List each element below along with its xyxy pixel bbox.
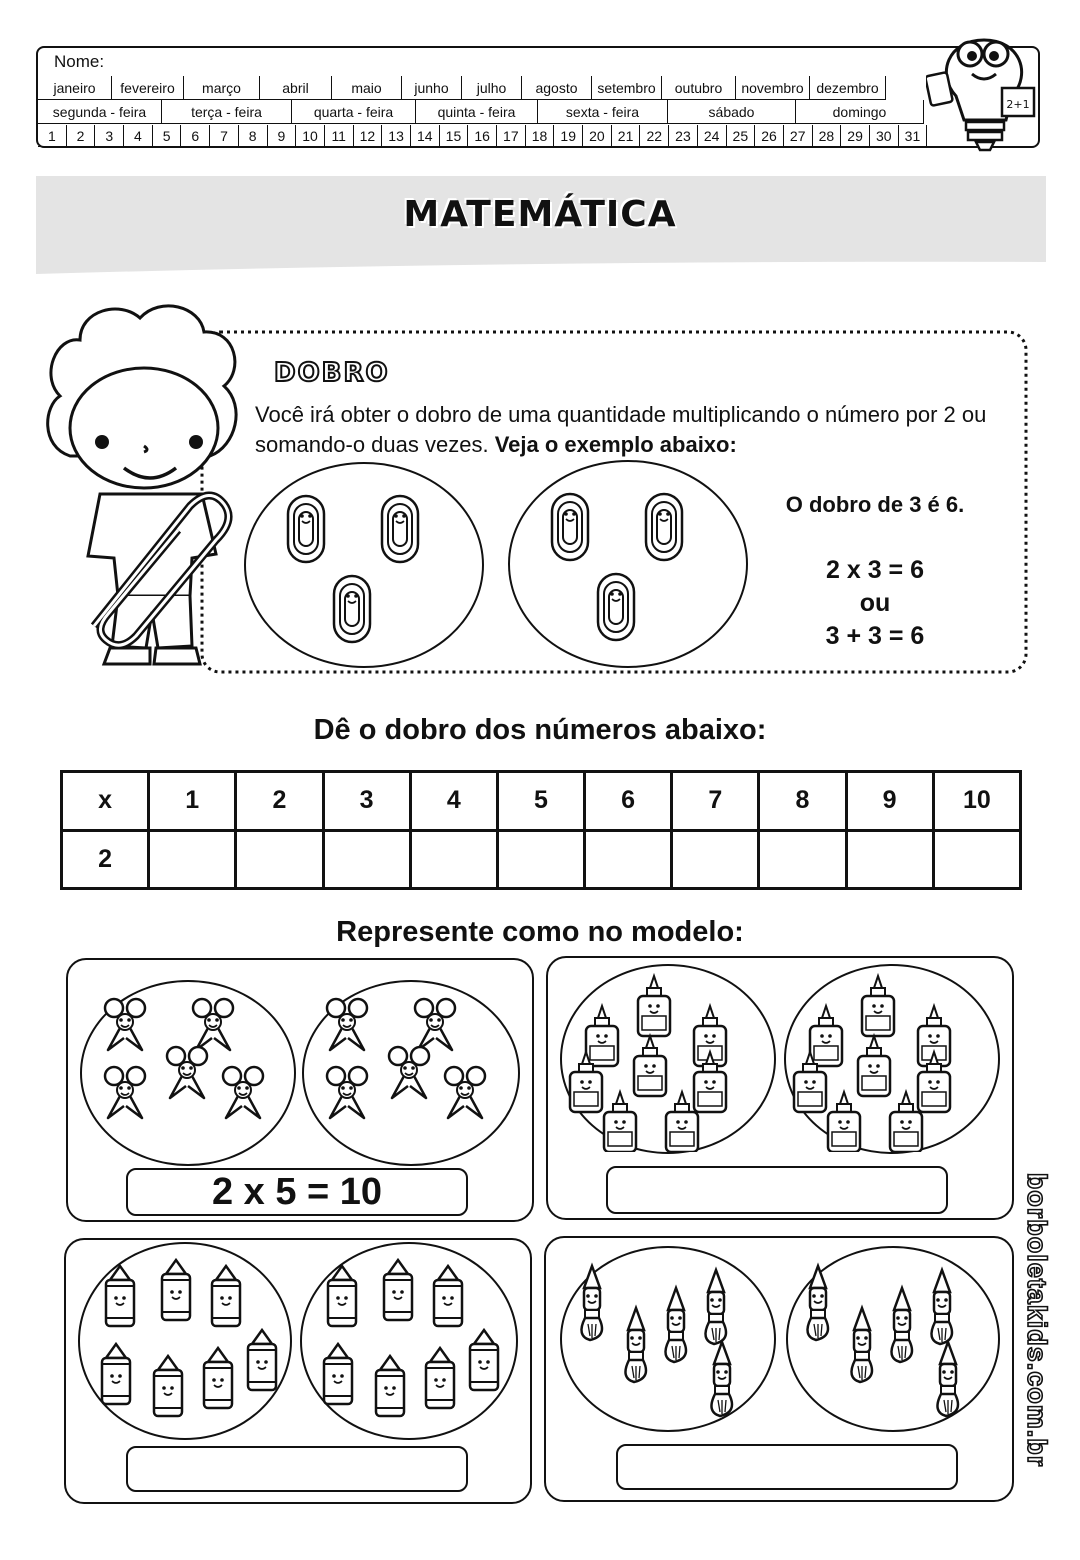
crayon-icon <box>212 1266 240 1326</box>
months-row <box>38 76 886 100</box>
doubling-table <box>60 770 1022 890</box>
table-row <box>62 830 1021 889</box>
answer-box-scissors[interactable]: 2 x 5 = 10 <box>126 1168 468 1216</box>
days-cell: 24 <box>698 125 727 147</box>
table-header-cell: x <box>62 772 149 831</box>
brush-group-2 <box>788 1248 998 1430</box>
example-answer <box>750 492 1000 653</box>
table-row <box>62 772 1021 831</box>
months-cell: outubro <box>662 76 736 100</box>
table-header-cell: 7 <box>672 772 759 831</box>
days-cell: 26 <box>755 125 784 147</box>
days-cell: 31 <box>899 125 928 147</box>
weekdays-cell: sábado <box>668 100 796 124</box>
paintbrush-icon <box>581 1266 602 1340</box>
days-cell: 27 <box>784 125 813 147</box>
months-cell: novembro <box>736 76 810 100</box>
paintbrush-icon <box>937 1342 958 1416</box>
weekdays-cell: sexta - feira <box>538 100 668 124</box>
example-addition: 3 + 3 = 6 <box>825 622 925 650</box>
months-cell: dezembro <box>810 76 886 100</box>
scissors-group-2 <box>304 982 518 1164</box>
days-cell: 14 <box>411 125 440 147</box>
days-cell: 11 <box>325 125 354 147</box>
table-header-cell: 9 <box>846 772 933 831</box>
glue-bottle-icon <box>858 1036 890 1096</box>
scissors-icon <box>389 1047 429 1098</box>
crayon-icon <box>324 1344 352 1404</box>
table-heading: Dê o dobro dos números abaixo: <box>313 714 767 746</box>
months-cell: março <box>184 76 260 100</box>
scissors-icon <box>327 1067 367 1118</box>
answer-box-glue[interactable] <box>606 1166 948 1214</box>
glue-group-2 <box>786 966 998 1152</box>
table-answer-cell[interactable] <box>846 830 933 889</box>
represent-heading: Represente como no modelo: <box>336 916 744 948</box>
crayon-icon <box>204 1348 232 1408</box>
site-watermark <box>1017 1130 1057 1510</box>
table-header-cell: 4 <box>410 772 497 831</box>
example-statement: O dobro de 3 é 6. <box>785 492 965 517</box>
scissors-icon <box>415 999 455 1050</box>
weekdays-cell: terça - feira <box>162 100 292 124</box>
paintbrush-icon <box>931 1270 952 1344</box>
days-cell: 10 <box>296 125 325 147</box>
crayon-icon <box>102 1344 130 1404</box>
glue-bottle-icon <box>586 1006 618 1066</box>
scissors-icon <box>327 999 367 1050</box>
paperclip-icon <box>382 496 418 562</box>
crayon-icon <box>426 1348 454 1408</box>
days-cell: 28 <box>813 125 842 147</box>
days-cell: 2 <box>67 125 96 147</box>
circle-crayons-1 <box>78 1242 292 1440</box>
scissors-icon <box>445 1067 485 1118</box>
table-answer-cell[interactable] <box>149 830 236 889</box>
site-url: borboletakids.com.br <box>1022 1172 1053 1468</box>
crayon-icon <box>384 1260 412 1320</box>
months-cell: agosto <box>522 76 592 100</box>
weekdays-cell: quarta - feira <box>292 100 416 124</box>
weekdays-row <box>38 100 924 124</box>
glue-bottle-icon <box>604 1092 636 1152</box>
table-answer-cell[interactable] <box>672 830 759 889</box>
table-answer-cell[interactable] <box>323 830 410 889</box>
paintbrush-icon <box>665 1288 686 1362</box>
glue-bottle-icon <box>634 1036 666 1096</box>
days-cell: 19 <box>554 125 583 147</box>
table-header-cell: 6 <box>585 772 672 831</box>
table-header-cell: 3 <box>323 772 410 831</box>
days-cell: 17 <box>497 125 526 147</box>
days-cell: 20 <box>583 125 612 147</box>
months-cell: julho <box>462 76 522 100</box>
page-title: MATEMÁTICA <box>403 194 677 235</box>
scissors-group-1 <box>82 982 294 1164</box>
crayon-icon <box>248 1330 276 1390</box>
crayon-icon <box>162 1260 190 1320</box>
example-or: ou <box>859 589 891 617</box>
scissors-icon <box>105 999 145 1050</box>
days-cell: 3 <box>95 125 124 147</box>
months-cell: abril <box>260 76 332 100</box>
days-cell: 13 <box>382 125 411 147</box>
days-cell: 22 <box>640 125 669 147</box>
glue-bottle-icon <box>810 1006 842 1066</box>
circle-glue-1 <box>560 964 776 1154</box>
lightbulb-mascot-icon <box>926 34 1044 154</box>
months-cell: fevereiro <box>112 76 184 100</box>
paintbrush-icon <box>625 1308 646 1382</box>
table-answer-cell[interactable] <box>759 830 846 889</box>
brush-group-1 <box>562 1248 774 1430</box>
crayon-icon <box>106 1266 134 1326</box>
months-cell: janeiro <box>38 76 112 100</box>
days-cell: 8 <box>239 125 268 147</box>
months-cell: maio <box>332 76 402 100</box>
glue-bottle-icon <box>638 976 670 1036</box>
glue-bottle-icon <box>828 1092 860 1152</box>
example-multiplication: 2 x 3 = 6 <box>826 556 924 584</box>
table-header-cell: 10 <box>933 772 1020 831</box>
months-cell: junho <box>402 76 462 100</box>
table-header-cell: 1 <box>149 772 236 831</box>
scissors-icon <box>193 999 233 1050</box>
days-cell: 5 <box>153 125 182 147</box>
crayon-icon <box>434 1266 462 1326</box>
days-cell: 30 <box>870 125 899 147</box>
circle-scissors-1 <box>80 980 296 1166</box>
crayon-icon <box>328 1266 356 1326</box>
table-answer-cell[interactable] <box>497 830 584 889</box>
example-circle-2 <box>508 460 748 668</box>
example-circle-1 <box>244 462 484 668</box>
days-row <box>38 125 927 147</box>
crayon-group-2 <box>302 1244 516 1438</box>
days-cell: 21 <box>612 125 641 147</box>
paperclip-icon <box>598 574 634 640</box>
crayon-icon <box>376 1356 404 1416</box>
paperclip-group-1 <box>246 464 482 666</box>
months-cell: setembro <box>592 76 662 100</box>
paperclip-icon <box>288 496 324 562</box>
table-header-cell: 2 <box>236 772 323 831</box>
days-cell: 1 <box>38 125 67 147</box>
circle-brushes-1 <box>560 1246 776 1432</box>
glue-bottle-icon <box>862 976 894 1036</box>
circle-scissors-2 <box>302 980 520 1166</box>
days-cell: 25 <box>727 125 756 147</box>
days-cell: 15 <box>440 125 469 147</box>
scissors-icon <box>223 1067 263 1118</box>
days-cell: 29 <box>841 125 870 147</box>
dobro-explanation-bold: Veja o exemplo abaixo: <box>494 432 737 457</box>
days-cell: 7 <box>210 125 239 147</box>
svg-text:2+1: 2+1 <box>1006 98 1030 111</box>
days-cell: 9 <box>268 125 297 147</box>
answer-box-brushes[interactable] <box>616 1444 958 1490</box>
weekdays-cell: quinta - feira <box>416 100 538 124</box>
paintbrush-icon <box>891 1288 912 1362</box>
table-header-cell: 8 <box>759 772 846 831</box>
paperclip-icon <box>552 494 588 560</box>
days-cell: 4 <box>124 125 153 147</box>
boy-with-paperclip-illustration <box>40 296 250 684</box>
table-multiplier-cell: 2 <box>62 830 149 889</box>
days-cell: 16 <box>468 125 497 147</box>
glue-group-1 <box>562 966 774 1152</box>
dobro-title: DOBRO <box>274 358 390 388</box>
crayon-icon <box>154 1356 182 1416</box>
table-answer-cell[interactable] <box>585 830 672 889</box>
days-cell: 12 <box>354 125 383 147</box>
circle-crayons-2 <box>300 1242 518 1440</box>
days-cell: 18 <box>526 125 555 147</box>
crayon-icon <box>470 1330 498 1390</box>
paintbrush-icon <box>851 1308 872 1382</box>
paintbrush-icon <box>705 1270 726 1344</box>
circle-brushes-2 <box>786 1246 1000 1432</box>
table-header-cell: 5 <box>497 772 584 831</box>
table-answer-cell[interactable] <box>236 830 323 889</box>
answer-box-crayons[interactable] <box>126 1446 468 1492</box>
paperclip-icon <box>646 494 682 560</box>
circle-glue-2 <box>784 964 1000 1154</box>
weekdays-cell: segunda - feira <box>38 100 162 124</box>
dobro-explanation <box>255 400 1025 460</box>
table-answer-cell[interactable] <box>933 830 1020 889</box>
dobro-explanation-text: Você irá obter o dobro de uma quantidade multiplicando o número por 2 ou somando-o duas vezes. <box>255 402 987 457</box>
days-cell: 6 <box>181 125 210 147</box>
name-label: Nome: <box>54 52 105 71</box>
weekdays-cell: domingo <box>796 100 924 124</box>
table-answer-cell[interactable] <box>410 830 497 889</box>
paperclip-group-2 <box>510 462 746 666</box>
scissors-icon <box>167 1047 207 1098</box>
scissors-icon <box>105 1067 145 1118</box>
paintbrush-icon <box>711 1342 732 1416</box>
crayon-group-1 <box>80 1244 290 1438</box>
days-cell: 23 <box>669 125 698 147</box>
paintbrush-icon <box>807 1266 828 1340</box>
paperclip-icon <box>334 576 370 642</box>
header-info-grid <box>36 46 1040 148</box>
